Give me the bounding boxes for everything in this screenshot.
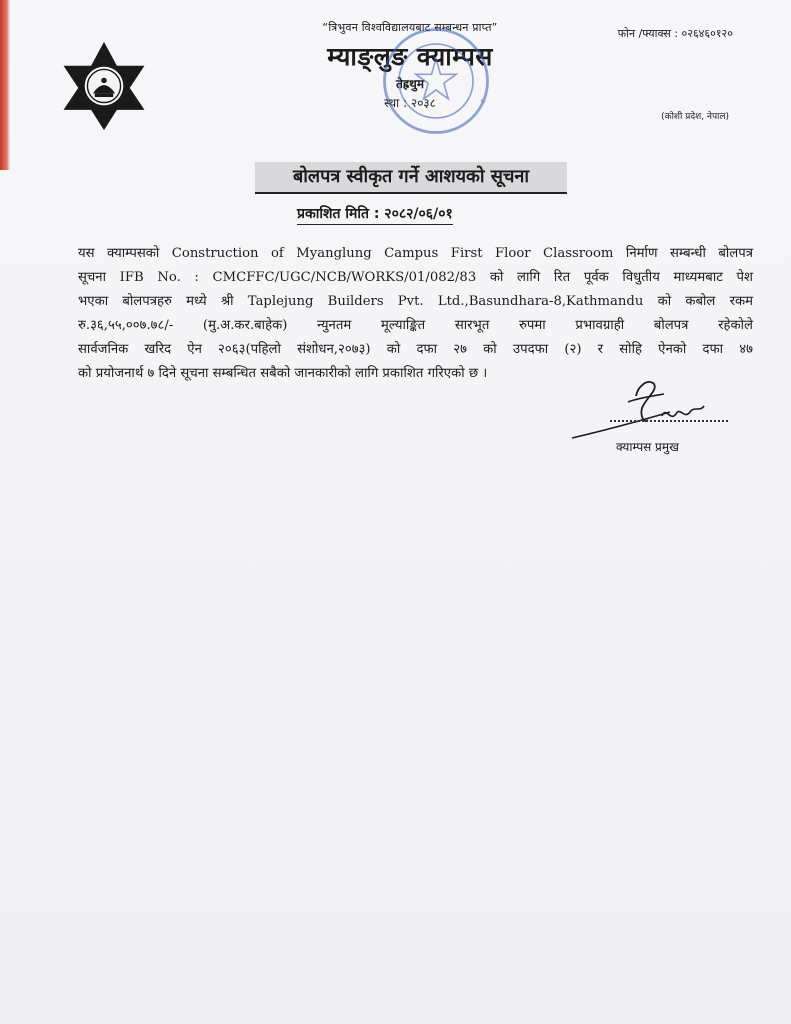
campus-location: तेह्रथुम [395, 77, 425, 91]
notice-body [78, 242, 753, 386]
body-line: भएका बोलपत्रहरु मध्ये श्री Taplejung Builders Pvt. Ltd.,Basundhara-8,Kathmandu को कबोल रकम [78, 294, 753, 309]
campus-name: म्याङ्लुङ क्याम्पस [327, 42, 493, 71]
body-line: रु.३६,५५,००७.७८/- (मु.अ.कर.बाहेक) न्युनतम मूल्याङ्कित सारभूत रुपमा प्रभावग्राही बोलपत्र रहेकोले [78, 318, 753, 333]
affiliation-tagline: “त्रिभुवन विश्वविद्यालयबाट सम्बन्धन प्राप्त” [322, 21, 498, 34]
office-stamp-icon [380, 25, 492, 137]
signature-line [610, 420, 728, 422]
body-line: सार्वजनिक खरिद ऐन २०६३(पहिलो संशोधन,२०७३) को दफा २७ को उपदफा (२) र सोहि ऐनको दफा ४७ [78, 342, 753, 357]
province-label: (कोशी प्रदेश, नेपाल) [661, 112, 729, 122]
phone-fax: फोन /फ्याक्स : ०२६४६०१२० [617, 27, 733, 40]
signature-icon [566, 372, 736, 446]
red-edge-decoration [0, 0, 10, 170]
government-emblem-icon [58, 40, 150, 132]
established-year: स्था : २०३८ [384, 96, 436, 110]
published-date: प्रकाशित मिति : २०८२/०६/०१ [297, 204, 453, 225]
notice-title: बोलपत्र स्वीकृत गर्ने आशयको सूचना [255, 162, 567, 194]
body-line: यस क्याम्पसको Construction of Myanglung Campus First Floor Classroom निर्माण सम्बन्धी बोलपत्र [78, 246, 753, 261]
body-line: सूचना IFB No. : CMCFFC/UGC/NCB/WORKS/01/082/83 को लागि रित पूर्वक विधुतीय माध्यमबाट पेश [78, 270, 753, 285]
body-line: को प्रयोजनार्थ ७ दिने सूचना सम्बन्धित सबैको जानकारीको लागि प्रकाशित गरिएको छ । [78, 366, 488, 381]
signatory-title: क्याम्पस प्रमुख [616, 440, 679, 454]
